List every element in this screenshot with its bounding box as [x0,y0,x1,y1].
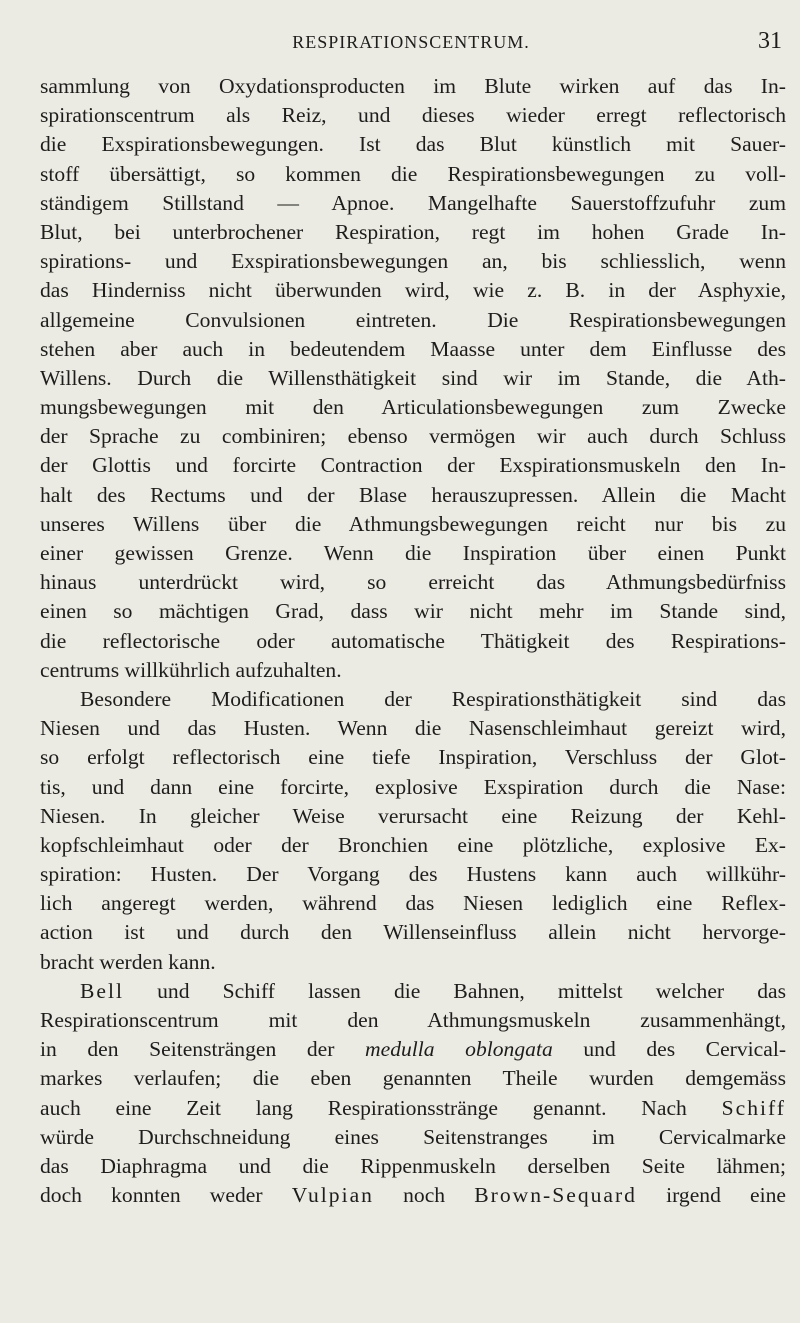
text-line: sammlung von Oxydationsproducten im Blute wirken auf das In- [40,74,786,98]
author-name-brown-sequard: Brown-Sequard [474,1183,637,1208]
text-line: tis, und dann eine forcirte, explosive Exspiration durch die Nase: [40,774,786,799]
text-segment: und des Cervical- [583,1037,787,1062]
text-segment: doch konnten weder [40,1183,263,1208]
text-segment: irgend eine [666,1183,786,1208]
text-line: stehen aber auch in bedeutendem Maasse unter dem Einflusse des [40,336,786,361]
text-line: der Glottis und forcirte Contraction der Exspirationsmuskeln den In- [40,453,786,478]
page-header [40,30,782,60]
text-line: so erfolgt reflectorisch eine tiefe Inspiration, Verschluss der Glot- [40,745,786,770]
text-line [40,1035,786,1064]
text-line: bracht werden kann. [40,949,216,974]
author-name-vulpian: Vulpian [291,1183,374,1208]
text-line: Willens. Durch die Willensthätigkeit sind wir im Stande, die Ath- [40,365,786,390]
running-head: RESPIRATIONSCENTRUM. [292,32,530,52]
text-line: das Hinderniss nicht überwunden wird, wie z. B. in der Asphyxie, [40,278,786,303]
text-line: die Exspirationsbewegungen. Ist das Blut künstlich mit Sauer- [40,132,786,157]
text-line: einer gewissen Grenze. Wenn die Inspiration über einen Punkt [40,541,786,565]
text-line: markes verlaufen; die eben genannten Theile wurden demgemäss [40,1066,786,1091]
text-line: die reflectorische oder automatische Thätigkeit des Respirations- [40,628,786,653]
text-line [40,1094,786,1123]
text-line: centrums willkührlich aufzuhalten. [40,657,342,682]
paragraph-start: Besondere Modificationen der Respirationsthätigkeit sind das [80,686,786,711]
page-number: 31 [758,28,782,54]
text-line: stoff übersättigt, so kommen die Respirationsbewegungen zu voll- [40,161,786,186]
text-line: Blut, bei unterbrochener Respiration, regt im hohen Grade In- [40,219,786,244]
text-segment: noch [403,1183,446,1208]
text-line: Niesen. In gleicher Weise verursacht eine Reizung der Kehl- [40,803,786,828]
text-line: kopfschleimhaut oder der Bronchien eine plötzliche, explosive Ex- [40,832,786,857]
text-line: halt des Rectums und der Blase herauszupressen. Allein die Macht [40,482,786,507]
text-line [40,1181,786,1210]
text-line: spirationscentrum als Reiz, und dieses wieder erregt reflectorisch [40,103,786,128]
text-line: lich angeregt werden, während das Niesen lediglich eine Reflex- [40,891,786,916]
text-line: der Sprache zu combiniren; ebenso vermögen wir auch durch Schluss [40,424,786,449]
text-segment: in den Seitensträngen der [40,1037,335,1062]
italic-term-medulla: medulla oblongata [365,1037,553,1062]
text-line: mungsbewegungen mit den Articulationsbewegungen zum Zwecke [40,395,786,420]
text-line: Niesen und das Husten. Wenn die Nasenschleimhaut gereizt wird, [40,716,786,741]
text-segment: auch eine Zeit lang Respirationsstränge genannt. Nach [40,1095,687,1120]
text-line: einen so mächtigen Grad, dass wir nicht mehr im Stande sind, [40,599,786,624]
author-name-schiff: Schiff [721,1095,786,1120]
text-line: das Diaphragma und die Rippenmuskeln derselben Seite lähmen; [40,1153,786,1178]
text-line: spiration: Husten. Der Vorgang des Hustens kann auch willkühr- [40,862,786,887]
text-line: ständigem Stillstand — Apnoe. Mangelhafte Sauerstoffzufuhr zum [40,190,786,215]
text-line: Respirationscentrum mit den Athmungsmuskeln zusammenhängt, [40,1008,786,1032]
author-name-bell: Bell [80,978,124,1003]
text-line: allgemeine Convulsionen eintreten. Die Respirationsbewegungen [40,307,786,332]
text-line: hinaus unterdrückt wird, so erreicht das Athmungsbedürfniss [40,570,786,595]
body-text [40,72,786,1210]
paragraph-start [40,977,786,1006]
text-line: action ist und durch den Willenseinfluss allein nicht hervorge- [40,920,786,945]
text-segment: und Schiff lassen die Bahnen, mittelst welcher das [157,978,786,1003]
text-line: unseres Willens über die Athmungsbewegungen reicht nur bis zu [40,511,786,536]
text-line: würde Durchschneidung eines Seitenstranges im Cervicalmarke [40,1124,786,1149]
text-line: spirations- und Exspirationsbewegungen an, bis schliesslich, wenn [40,249,786,274]
